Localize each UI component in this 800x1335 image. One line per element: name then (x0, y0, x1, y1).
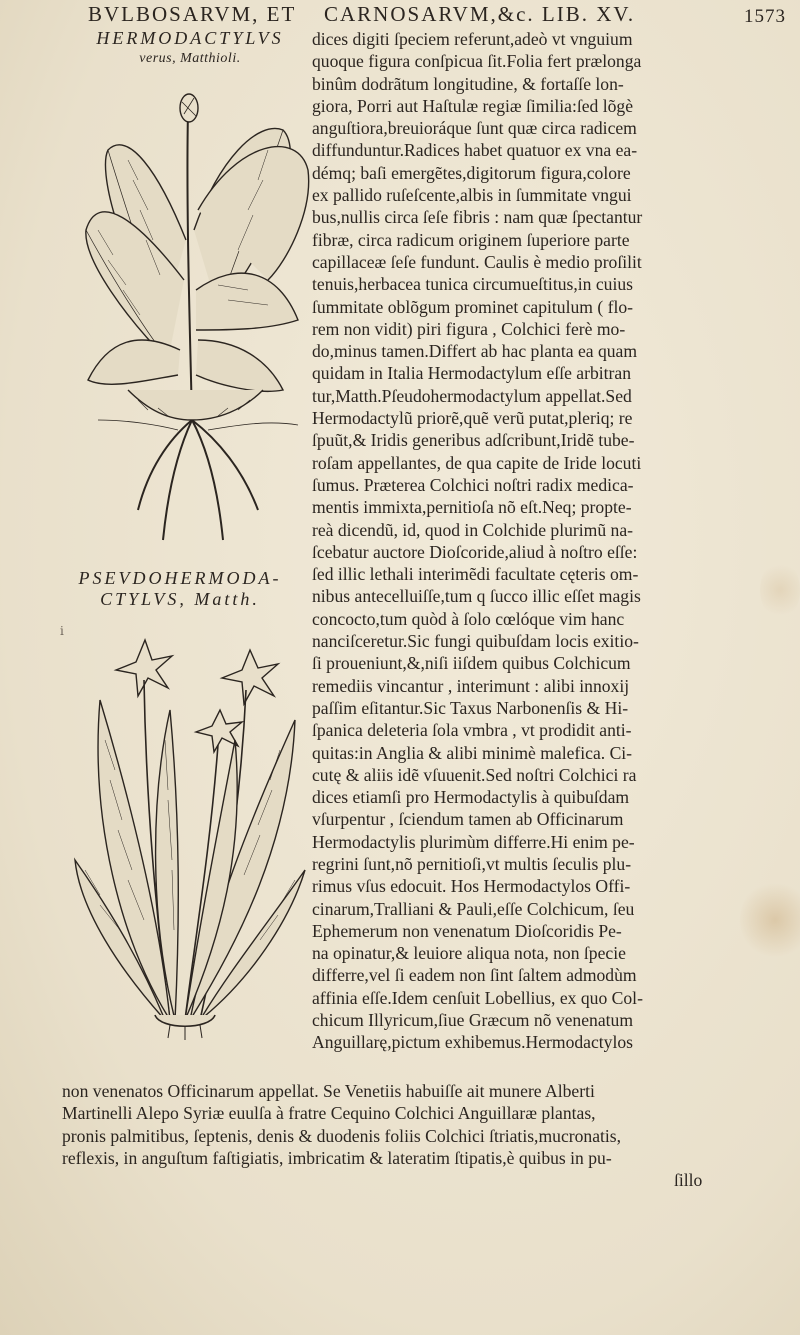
text-line: Hermodactylis plurimùm differre.Hi enim pe- (312, 831, 635, 852)
running-head-center: CARNOSARVM,&c. LIB. XV. (324, 2, 636, 26)
text-line: non venenatos Officinarum appellat. Se Venetiis habuiſſe ait munere Alberti (62, 1081, 595, 1101)
text-line: chicum Illyricum,ſiue Græcum nõ venenatum (312, 1010, 634, 1031)
text-line: roſam appellantes, de qua capite de Iride locuti (312, 452, 642, 473)
text-line: Ephemerum non venenatum Dioſcoridis Pe- (312, 920, 622, 941)
text-line: paſſim eſitantur.Sic Taxus Narbonenſis & Hi- (312, 697, 629, 718)
text-line: dices etiamſi pro Hermodactylis à quibuſdam (312, 787, 630, 808)
running-head-left: BVLBOSARVM, ET (88, 2, 297, 26)
text-line: bus,nullis circa ſeſe fibris : nam quæ ſpectantur (312, 207, 643, 228)
plant-woodcut-illustration (68, 90, 318, 560)
text-line: anguſtiora,breuioráque ſunt quæ circa radicem (312, 118, 637, 139)
text-line: Hermodactylũ priorẽ,quẽ verũ putat,pleriq; re (312, 408, 633, 429)
text-line: giora, Porri aut Haſtulæ regiæ ſimilia:ſed lõgè (312, 95, 634, 116)
text-line: rem non vidit) piri figura , Colchici ferè mo- (312, 318, 626, 339)
figure-subtitle: verus, Matthioli. (139, 51, 241, 66)
body-text-full-width (62, 1080, 738, 1191)
figure-mark: i (60, 624, 64, 638)
text-line: affinia eſſe.Idem cenſuit Lobellius, ex quo Col- (312, 987, 643, 1008)
text-line: ſpuũt,& Iridis generibus adſcribunt,Iridẽ tube- (312, 430, 635, 451)
figure-caption (60, 28, 320, 67)
catchword: ſillo (674, 1170, 703, 1191)
text-line: ex pallido ruſeſcente,albis in ſummitate vngui (312, 185, 632, 206)
text-line: vſurpentur , ſciendum tamen ab Officinarum (312, 809, 624, 830)
text-line: nibus antecelluiſſe,tum q ſucco illic eſſet magis (312, 586, 641, 607)
text-line: tenuis,herbacea tunica circumueſtitus,in cuius (312, 274, 633, 295)
figure-title: PSEVDOHERMODA- (78, 568, 282, 588)
text-line: remediis vincantur , interimunt : alibi innoxij (312, 675, 630, 696)
text-line: ſpanica deleteria ſola vmbra , vt prodidit anti- (312, 720, 632, 741)
text-line: quidam in Italia Hermodactylum eſſe arbitran (312, 363, 632, 384)
text-line: regrini ſunt,nõ pernitioſi,vt multis ſeculis plu- (312, 853, 632, 874)
text-line: démq; baſi emergẽtes,digitorum figura,colore (312, 162, 631, 183)
text-line: ſi proueniunt,&,niſi iiſdem quibus Colchicum (312, 653, 631, 674)
text-line: ſumus. Præterea Colchici noſtri radix medica- (312, 474, 634, 495)
text-line: quitas:in Anglia & alibi minimè malefica. Ci- (312, 742, 633, 763)
text-line: capillaceæ ſeſe fundunt. Caulis è medio proſilit (312, 251, 642, 272)
text-line: cutę & aliis idẽ vſuuenit.Sed noſtri Colchici ra (312, 764, 637, 785)
figure-caption (40, 568, 320, 610)
plant-woodcut-illustration (60, 620, 315, 1040)
text-line: ſed illic lethali interimẽdi facultate cęteris om- (312, 564, 639, 585)
text-line: reà dicendũ, id, quod in Colchide plurimũ na- (312, 519, 634, 540)
text-line: quoque figura conſpicua ſit.Folia fert prælonga (312, 51, 642, 72)
body-text-column (312, 28, 788, 1054)
text-line: dices digiti ſpeciem referunt,adeò vt vnguium (312, 29, 633, 49)
page-number: 1573 (744, 6, 786, 27)
text-line: diffunduntur.Radices habet quatuor ex vna ea- (312, 140, 638, 161)
text-line: ſcebatur auctore Dioſcoride,aliud à noſtro eſſe: (312, 541, 638, 562)
figure-title: HERMODACTYLVS (96, 28, 284, 48)
text-line: tur,Matth.Pſeudohermodactylum appellat.Sed (312, 385, 632, 406)
text-line: ſummitate oblõgum prominet capitulum ( flo- (312, 296, 634, 317)
text-line: fibræ, circa radicum originem ſuperiore parte (312, 229, 630, 250)
text-line: nanciſceretur.Sic fungi quibuſdam locis exitio- (312, 631, 639, 652)
text-line: reflexis, in anguſtum faſtigiatis, imbricatim & lateratim ſtipatis,è quibus in pu- (62, 1147, 612, 1168)
figure-title-continued: CTYLVS, Matth. (100, 589, 260, 609)
text-line: mentis immixta,pernitioſa nõ eſt.Neq; propte- (312, 497, 632, 518)
text-line: Anguillarę,pictum exhibemus.Hermodactylos (312, 1032, 634, 1053)
text-line: do,minus tamen.Differt ab hac planta ea quam (312, 341, 638, 362)
text-line: Martinelli Alepo Syriæ euulſa à fratre Cequino Colchici Anguillaræ plantas, (62, 1103, 596, 1124)
text-line: pronis palmitibus, ſeptenis, denis & duodenis foliis Colchici ſtriatis,mucronatis, (62, 1125, 622, 1146)
text-line: differre,vel ſi eadem non ſint ſaltem admodùm (312, 965, 637, 986)
text-line: rimus vſus edocuit. Hos Hermodactylos Offi- (312, 876, 631, 897)
text-line: cinarum,Tralliani & Pauli,eſſe Colchicum, ſeu (312, 898, 635, 919)
text-line: na opinatur,& leuiore aliqua nota, non ſpecie (312, 943, 626, 964)
text-line: concocto,tum quòd à ſolo cœlóque vim hanc (312, 608, 625, 629)
text-line: binûm dodrãtum longitudine, & fortaſſe lon- (312, 73, 624, 94)
